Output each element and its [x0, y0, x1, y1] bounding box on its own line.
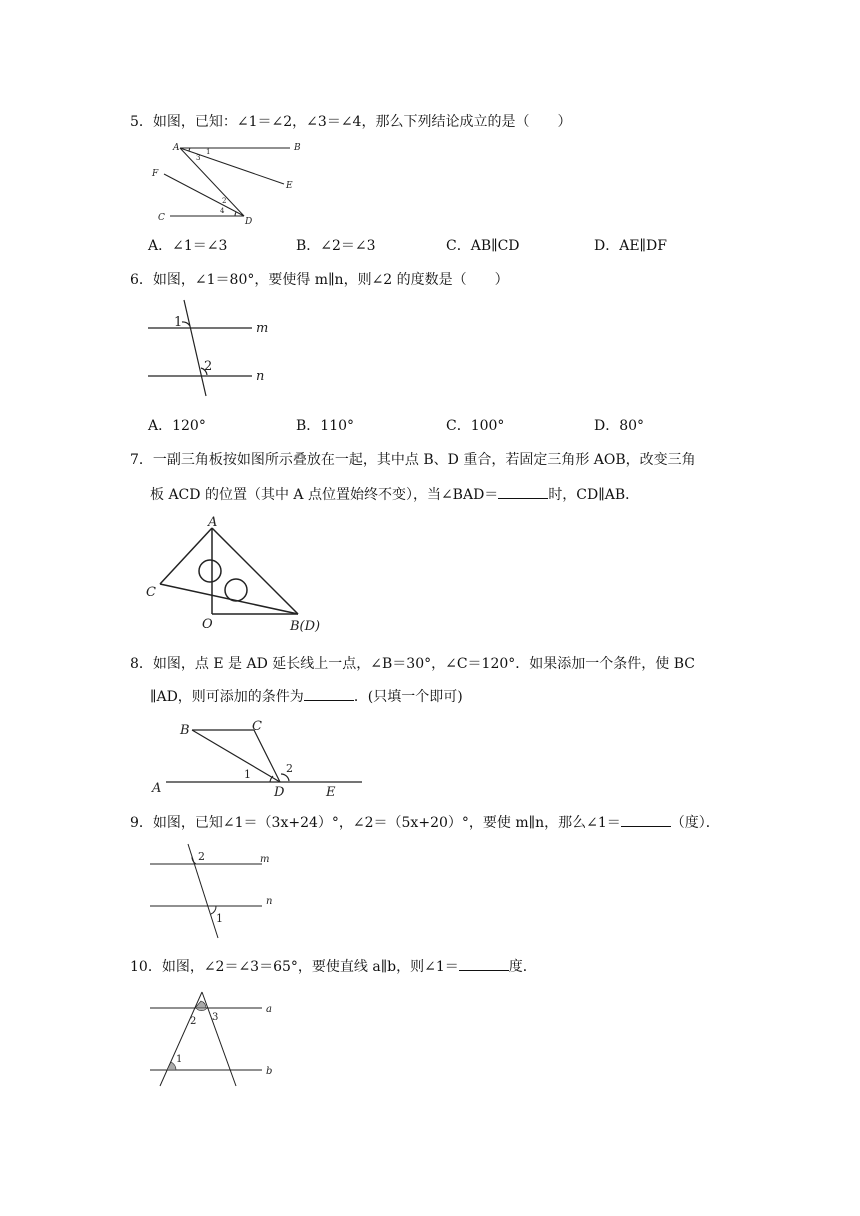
- q6-label-n: n: [256, 369, 265, 384]
- q5-option-c[interactable]: C．AB∥CD: [446, 238, 520, 254]
- q5-label-F: F: [152, 169, 159, 179]
- q10-angle-3: 3: [212, 1012, 219, 1023]
- q7-label-C: C: [146, 585, 156, 600]
- q8-label-E: E: [326, 785, 336, 800]
- q9-angle-2: 2: [198, 850, 205, 863]
- q9-angle-1: 1: [216, 912, 223, 925]
- q5-option-d[interactable]: D．AE∥DF: [594, 238, 667, 254]
- q5-angle-3: 3: [196, 154, 201, 162]
- q6-angle-1: 1: [174, 315, 183, 330]
- q5-label-A: A: [173, 143, 180, 153]
- q5-angle-1: 1: [206, 148, 211, 156]
- q8-answer-blank[interactable]: [304, 686, 354, 701]
- q10-stem-pre: 10．如图，∠2＝∠3＝65°，要使直线 a∥b，则∠1＝: [130, 959, 459, 975]
- q5-figure: [148, 138, 318, 230]
- q10-label-b: b: [266, 1066, 273, 1077]
- q10-stem-post: 度．: [508, 959, 537, 975]
- q5-label-D: D: [245, 217, 253, 227]
- q9-stem-pre: 9．如图，已知∠1＝（3x+24）°，∠2＝（5x+20）°，要使 m∥n，那么∠1＝: [130, 815, 621, 831]
- q8-label-D: D: [274, 785, 285, 800]
- q10-angle-1: 1: [176, 1054, 183, 1065]
- q8-stem-line2: [150, 686, 463, 707]
- q9-label-n: n: [266, 896, 273, 907]
- q10-label-a: a: [266, 1004, 272, 1015]
- q6-option-b[interactable]: B．110°: [296, 418, 355, 434]
- q6-option-c[interactable]: C．100°: [446, 418, 505, 434]
- q8-stem-line1: 8．如图，点 E 是 AD 延长线上一点，∠B＝30°，∠C＝120°．如果添加一个条件，使 BC: [130, 656, 695, 672]
- q8-label-B: B: [180, 723, 190, 738]
- q7-figure: [146, 514, 326, 634]
- q7-label-O: O: [202, 617, 213, 632]
- q5-stem: 5．如图，已知：∠1＝∠2，∠3＝∠4，那么下列结论成立的是（ ）: [130, 114, 572, 130]
- q9-figure: [146, 842, 286, 942]
- q6-option-d[interactable]: D．80°: [594, 418, 645, 434]
- q5-option-b[interactable]: B．∠2＝∠3: [296, 238, 376, 254]
- q10-figure: [146, 990, 286, 1090]
- q5-angle-4: 4: [220, 207, 225, 215]
- q6-stem: 6．如图，∠1＝80°，要使得 m∥n，则∠2 的度数是（ ）: [130, 272, 509, 288]
- q7-stem-line2-pre: 板 ACD 的位置（其中 A 点位置始终不变），当∠BAD＝: [150, 487, 499, 503]
- q5-label-B: B: [294, 143, 301, 153]
- q5-label-C: C: [158, 213, 165, 223]
- q8-stem-line2-post: ．(只填一个即可): [353, 689, 463, 705]
- q6-figure: [146, 298, 276, 398]
- q7-label-A: A: [208, 515, 218, 530]
- q8-label-C: C: [252, 719, 262, 734]
- q10-stem: [130, 956, 537, 977]
- q7-label-BD: B(D): [290, 619, 321, 634]
- q10-answer-blank[interactable]: [459, 956, 509, 971]
- q9-stem: [130, 812, 720, 833]
- q7-stem-line2: [150, 484, 639, 505]
- q8-label-A: A: [152, 781, 162, 796]
- q10-angle-2: 2: [190, 1016, 197, 1027]
- q6-angle-2: 2: [204, 359, 213, 374]
- q8-stem-line2-pre: ∥AD，则可添加的条件为: [150, 689, 304, 705]
- q7-stem-line2-post: 时，CD∥AB．: [548, 487, 640, 503]
- q6-option-a[interactable]: A．120°: [148, 418, 206, 434]
- q6-label-m: m: [256, 321, 269, 336]
- q7-stem-line1: 7．一副三角板按如图所示叠放在一起，其中点 B、D 重合，若固定三角形 AOB，改变三角: [130, 452, 696, 468]
- q5-label-E: E: [286, 181, 293, 191]
- q5-angle-2: 2: [222, 197, 227, 205]
- q8-figure: [150, 718, 370, 802]
- q5-option-a[interactable]: A．∠1＝∠3: [148, 238, 228, 254]
- q8-angle-1: 1: [244, 768, 251, 781]
- q9-label-m: m: [260, 854, 270, 865]
- q7-answer-blank[interactable]: [498, 484, 548, 499]
- q9-answer-blank[interactable]: [621, 812, 671, 827]
- q9-stem-post: （度）．: [670, 815, 720, 831]
- q8-angle-2: 2: [286, 762, 293, 775]
